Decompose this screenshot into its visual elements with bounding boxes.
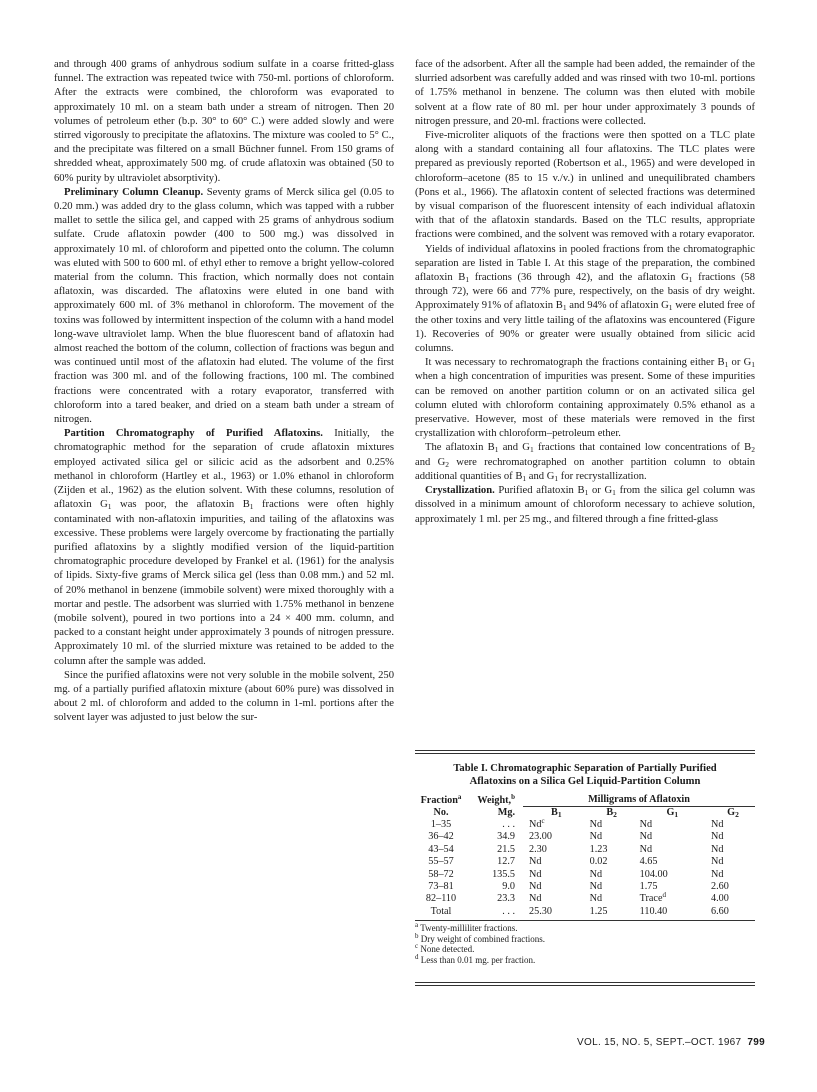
table-cell: 2.60 [710,881,729,893]
table-cell: Total [430,905,452,917]
footnote: $^d$ Less than 0.01 mg. per fraction. [415,953,536,966]
table-cell: Nd [710,868,724,880]
table-cell: 2.30 [529,843,547,855]
section-heading: Preliminary Column Cleanup. [64,186,204,198]
table-cell: Nd [710,819,724,830]
table-cell: 6.60 [710,905,729,917]
paragraph [415,243,755,357]
table-cell: 135.5 [492,868,515,880]
table-row [415,831,755,843]
paragraph [415,484,755,527]
paragraph-text: Yields of individual aflatoxins in pooled fractions from the chromatographic separation are listed in Table I. At this stage of the preparation, the combined aflatoxin $B_1$ fractions (36 through 42), and the aflatoxin $G_1$ fractions (58 through 72), were 66 and 77% pure, respectively, on the basis of dry weight. Approximately 91% of aflatoxin $B_1$ and 94% of aflatoxin $G_1$ were eluted free of the other toxins and very little tailing of the aflatoxins was encountered (Figure 1). Recoveries of 90% or greater were usually obtained from silicic acid columns. [415,243,755,355]
paragraph [415,58,755,129]
table-row [415,906,755,918]
table-cell: 34.9 [497,831,515,843]
table-cell: Nd [589,893,603,905]
table-row [415,819,755,831]
table-cell: 4.00 [710,893,729,905]
table-cell: Nd [589,819,603,830]
table-cell: 12.7 [497,856,515,868]
table-row [415,844,755,856]
table-cell: Nd [529,893,542,905]
journal-info: VOL. 15, NO. 5, SEPT.–OCT. 1967 [577,1037,742,1048]
header-weight: Weight,$^b$ Mg. [477,792,515,818]
table-cell: 23.3 [497,893,515,905]
table-cell: 104.00 [639,868,668,880]
paragraph [54,669,394,726]
table-cell: 73–81 [428,881,454,893]
table-title-line-1: Table I. Chromatographic Separation of Partially Purified [453,763,717,774]
header-fraction: Fraction$^a$ No. [420,792,462,818]
table-cell: Nd [529,856,542,868]
table-cell: Nd [639,831,653,843]
paragraph-text: Purified aflatoxin $B_1$ or $G_1$ from the silica gel column was dissolved in a minimum amount of chloroform necessary to achieve solution, approximately 1 ml. per 25 mg., and filtered through a fine fritted-glass [415,485,755,525]
table-footnotes [415,923,755,965]
section-heading: Partition Chromatography of Purified Aflatoxins. [64,428,323,440]
table-cell: 1.23 [589,843,608,855]
table-cell: 1.25 [589,905,608,917]
table-cell: Trace$^d$ [639,891,666,905]
table-cell: 1.75 [639,881,658,893]
paragraph-text: and through 400 grams of anhydrous sodium sulfate in a coarse fritted-glass funnel. The extraction was repeated twice with 750-ml. portions of chloroform. After the extracts were combined, the chloroform was evaporated to approximately 10 ml. on a steam bath under a stream of nitrogen. Then 20 volumes of petroleum ether (b.p. 30° to 60° C.) were added slowly and were stirred vigorously to precipitate the aflatoxins. The mixture was cooled to 5° C., and the precipitate was filtered on a small Büchner funnel. From 150 grams of shredded wheat, approximately 500 mg. of crude aflatoxin was obtained (50 to 60% purity by ultraviolet absorptivity). [54,59,394,184]
table-cell: 9.0 [502,881,515,893]
header-subcolumn: $G_2$ [727,807,739,819]
paragraph [415,441,755,484]
table-cell: Nd [589,881,603,893]
table-row [415,856,755,868]
table-title [415,762,755,788]
table-cell: Nd [710,843,724,855]
paragraph-text: Seventy grams of Merck silica gel (0.05 to 0.20 mm.) was added dry to the glass column, which was tapped with a rubber mallet to settle the silica gel, and capped with 25 grams of anhydrous sodium sulfate. Crude aflatoxin powder (400 to 500 mg.) was dissolved in approximately 10 ml. of chloroform and pipetted onto the column. The column was eluted with 500 to 600 ml. of ethyl ether to remove a bright yellow-colored material from the column. This fraction, which normally does not contain aflatoxin, was discarded. The aflatoxins were eluted in one band with approximately 600 ml. of 3% methanol in chloroform. The movement of the toxins was followed by intermittent inspection of the column with a hand model long-wave ultraviolet lamp. When the blue fluorescent band of aflatoxin had almost reached the bottom of the column, collection of fractions was begun and was continued until most of the aflatoxin had eluted. The volume of the first fraction was 300 ml. and of the following fractions, 100 ml. The combined fractions were concentrated with a rotary evaporator, transferred with chloroform into a tared beaker, and dried on a steam bath under a stream of nitrogen. [54,186,394,426]
table-cell: Nd [710,831,724,843]
table-body [415,819,755,918]
table-cell: Nd [639,819,653,830]
paragraph-text: Five-microliter aliquots of the fractions were then spotted on a TLC plate along with a standard containing all four aflatoxins. The TLC plates were prepared as previously reported (Robertson et al., 1965) and were developed in chloroform–acetone (85 to 15 v./v.) in unlined and unequilibrated chambers (Pons et al., 1966). The aflatoxin content of selected fractions was determined by visual comparison of the fluorescent intensity of each individual aflatoxin with that of the aflatoxin standards. Based on the TLC results, appropriate fractions were combined, and the solvent was removed with a rotary evaporator. [415,130,755,241]
paragraph-text: It was necessary to rechromatograph the fractions containing either $B_1$ or $G_1$ when a high concentration of impurities was present. Some of these impurities can be removed on another partition column or on an activated silica gel column eluted with chloroform containing approximately 0.5% ethanol as a preservative. However, most of these materials were removed in the first crystallization with chloroform–petroleum ether. [415,357,755,440]
footnote: $^a$ Twenty-milliliter fractions. [415,921,518,934]
table-cell: 36–42 [428,831,454,843]
page-footer [577,1037,765,1048]
table-cell: . . . [502,905,515,917]
table-row [415,881,755,893]
table-cell: 25.30 [529,905,552,917]
table-cell: Nd [639,843,653,855]
table-cell: Nd [589,831,603,843]
table-cell: 23.00 [529,831,552,843]
aflatoxin-table [415,794,755,918]
right-text-column [415,58,755,527]
table-cell: Nd [529,868,542,880]
footnote: $^b$ Dry weight of combined fractions. [415,931,545,944]
table-row [415,893,755,905]
paragraph [415,356,755,441]
table-1 [415,750,755,986]
page-number: 799 [747,1037,765,1048]
paragraph-text: face of the adsorbent. After all the sample had been added, the remainder of the slurried adsorbent was carefully added and was rinsed with two 10-ml. portions of 1.75% methanol in benzene. The column was then eluted with mobile solvent at a flow rate of 80 ml. per hour under approximately 3 pounds of nitrogen pressure, and 20-ml. fractions were collected. [415,59,755,127]
paragraph [54,186,394,427]
table-body-rule [415,920,755,921]
header-group-milligrams: Milligrams of Aflatoxin [523,794,755,807]
table-cell: 58–72 [428,868,454,880]
table-cell: 110.40 [639,905,668,917]
table-bottom-rule [415,982,755,986]
table-cell: 4.65 [639,856,658,868]
header-subcolumn: $B_1$ [551,807,562,819]
paragraph [54,427,394,668]
table-cell: 1–35 [430,819,452,830]
table-cell: 82–110 [425,893,457,905]
table-row [415,869,755,881]
table-cell: 43–54 [428,843,454,855]
table-cell: 0.02 [589,856,608,868]
table-cell: Nd [529,881,542,893]
table-cell: . . . [502,819,515,830]
table-title-line-2: Aflatoxins on a Silica Gel Liquid-Partition Column [469,776,701,787]
paragraph-text: Since the purified aflatoxins were not very soluble in the mobile solvent, 250 mg. of a partially purified aflatoxin mixture (about 60% pure) was dissolved in about 2 ml. of chloroform and added to the column in 1-ml. portions after the solvent layer was adjusted to just below the sur- [54,669,394,724]
paragraph-text: The aflatoxin $B_1$ and $G_1$ fractions that contained low concentrations of $B_2$ and $G_2$ were rechromatographed on another partition column to obtain additional quantities of $B_1$ and $G_1$ for recrystallization. [415,442,755,483]
footnote: $^c$ None detected. [415,942,475,955]
paragraph-text: Initially, the chromatographic method for the separation of crude aflatoxin mixtures employed activated silica gel or silicic acid as the adsorbent and 0.25% methanol in chloroform (Hartley et al., 1963) or 1.0% ethanol in chloroform (Zijden et al., 1962) as the elution solvent. With these columns, resolution of aflatoxin $G_1$ was poor, the aflatoxin $B_1$ fractions were often highly contaminated with non-aflatoxin impurities, and tailing of the aflatoxins was excessive. These problems were largely overcome by fractionating the partially purified aflatoxins by a slightly modified version of the liquid-partition chromatographic procedure developed by Frankel et al. (1961) for the analysis of lipids. Sixty-five grams of Merck silica gel (less than 0.08 mm.) and 52 ml. of 20% methanol in benzene (immobile solvent) were mixed thoroughly with a mortar and pestle. The adsorbent was slurried with 1.75% methanol in benzene (mobile solvent), poured in two portions into a 24 × 400 mm. column, and packed to a constant height under approximately 3 pounds of nitrogen pressure. Approximately 10 ml. of the slurried mixture was retained to be added to the column after the sample was added. [54,428,394,667]
table-top-rule [415,750,755,754]
paragraph [54,58,394,186]
left-text-column [54,58,394,726]
table-cell: Nd [710,856,724,868]
table-cell: Nd [589,868,603,880]
header-subcolumn: $G_1$ [666,807,679,819]
header-subcolumn: $B_2$ [606,807,617,819]
table-cell: 55–57 [428,856,454,868]
table-cell: 21.5 [497,843,515,855]
section-heading: Crystallization. [425,485,495,497]
paragraph [415,129,755,243]
table-cell: Nd$^c$ [529,817,545,830]
